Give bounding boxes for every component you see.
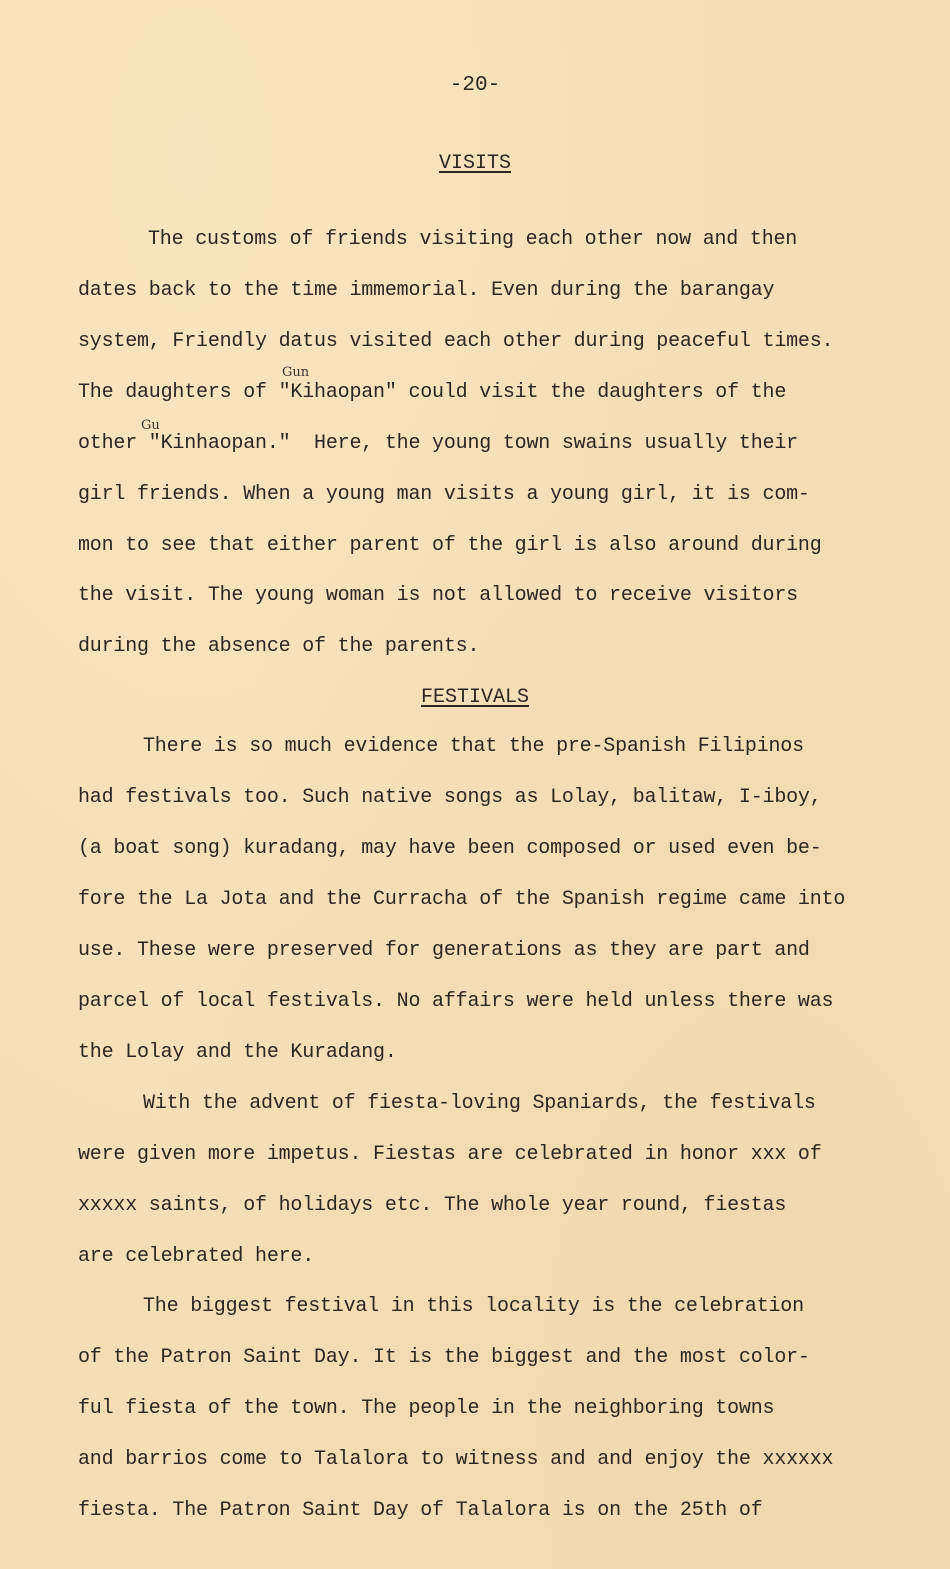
paragraph-line: The biggest festival in this locality is the celebration [143, 1295, 804, 1318]
paragraph-line: (a boat song) kuradang, may have been composed or used even be- [78, 837, 822, 860]
page-number: -20- [449, 74, 501, 97]
paragraph-line: were given more impetus. Fiestas are celebrated in honor xxx of [78, 1143, 822, 1166]
paragraph-line: The daughters of "Kihaopan" could visit the daughters of the [78, 381, 787, 404]
paragraph-line: during the absence of the parents. [78, 635, 480, 658]
paragraph-line: are celebrated here. [78, 1245, 315, 1268]
paragraph-line: other "Kinhaopan." Here, the young town swains usually their [78, 432, 798, 455]
handwritten-correction: Gu [141, 418, 160, 433]
paragraph-line: the Lolay and the Kuradang. [78, 1041, 397, 1064]
paragraph-line: of the Patron Saint Day. It is the biggest and the most color- [78, 1346, 810, 1369]
handwritten-correction: Gun [282, 365, 310, 380]
paragraph-line: The customs of friends visiting each other now and then [148, 228, 798, 251]
paragraph-line: mon to see that either parent of the girl is also around during [78, 534, 822, 557]
paragraph-line: dates back to the time immemorial. Even during the barangay [78, 279, 775, 302]
paragraph-line: system, Friendly datus visited each other during peaceful times. [78, 330, 834, 353]
paragraph-line: fore the La Jota and the Curracha of the Spanish regime came into [78, 888, 846, 911]
paragraph-line: ful fiesta of the town. The people in the neighboring towns [78, 1397, 775, 1420]
paragraph-line: xxxxx saints, of holidays etc. The whole year round, fiestas [78, 1194, 787, 1217]
paragraph-line: had festivals too. Such native songs as Lolay, balitaw, I-iboy, [78, 786, 822, 809]
paragraph-line: girl friends. When a young man visits a young girl, it is com- [78, 483, 810, 506]
section-heading-festivals: FESTIVALS [420, 686, 530, 709]
paragraph-line: and barrios come to Talalora to witness and and enjoy the xxxxxx [78, 1448, 834, 1471]
paragraph-line: With the advent of fiesta-loving Spaniards, the festivals [143, 1092, 816, 1115]
paragraph-line: the visit. The young woman is not allowed to receive visitors [78, 584, 798, 607]
paragraph-line: parcel of local festivals. No affairs were held unless there was [78, 990, 834, 1013]
paragraph-line: There is so much evidence that the pre-Spanish Filipinos [143, 735, 804, 758]
paragraph-line: fiesta. The Patron Saint Day of Talalora is on the 25th of [78, 1499, 763, 1522]
section-heading-visits: VISITS [438, 152, 511, 175]
paragraph-line: use. These were preserved for generations as they are part and [78, 939, 810, 962]
